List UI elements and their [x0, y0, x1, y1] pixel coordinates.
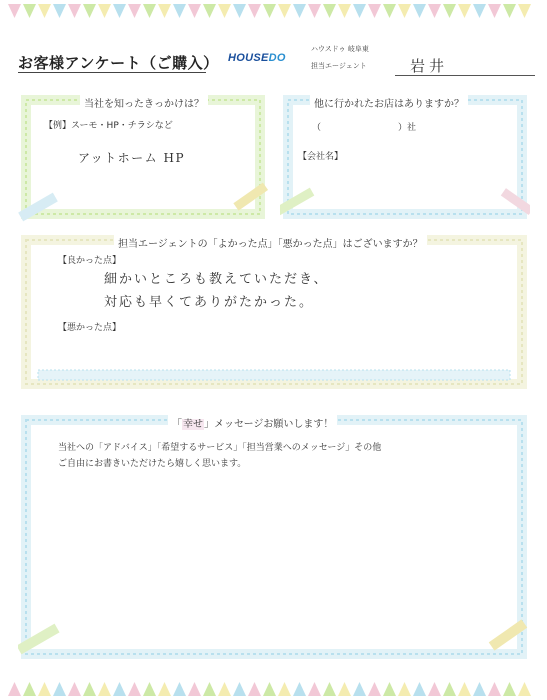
bunting-flag [398, 4, 411, 18]
bunting-flag [233, 4, 246, 18]
good-points-line-1: 細かいところも教えていただき、 [104, 272, 329, 287]
bunting-flag [458, 4, 471, 18]
bunting-flag [143, 682, 156, 696]
bunting-flag [233, 682, 246, 696]
bad-points-label: 【悪かった点】 [58, 323, 122, 333]
bunting-flag [173, 4, 186, 18]
bunting-flag [68, 682, 81, 696]
bunting-flag [278, 4, 291, 18]
example-text: 【例】スーモ・HP・チラシなど [44, 121, 173, 131]
bunting-flag [323, 4, 336, 18]
question-box-agent-feedback [18, 232, 530, 392]
bunting-flag [218, 682, 231, 696]
bunting-flag [53, 682, 66, 696]
bunting-flag [203, 682, 216, 696]
question-box-other-stores [280, 92, 530, 222]
bunting-flag [458, 682, 471, 696]
bunting-flag [98, 4, 111, 18]
bunting-flag [173, 682, 186, 696]
bunting-flag [113, 4, 126, 18]
bunting-flag [443, 4, 456, 18]
bunting-flag [23, 682, 36, 696]
title-prefix: 「 [172, 419, 182, 430]
bunting-flag [308, 682, 321, 696]
bunting-flag [158, 682, 171, 696]
bunting-flag [338, 4, 351, 18]
bunting-flag [203, 4, 216, 18]
bunting-flag [488, 4, 501, 18]
bunting-flag [308, 4, 321, 18]
bunting-flag [368, 4, 381, 18]
bunting-flag [503, 4, 516, 18]
bunting-flag [98, 682, 111, 696]
bunting-decoration-bottom [0, 676, 547, 698]
question-title: 他に行かれたお店はありますか？ [310, 95, 468, 110]
bunting-flag [443, 682, 456, 696]
title-highlight: 幸せ [183, 419, 203, 430]
company-name-label: 【会社名】 [298, 152, 344, 162]
bunting-flag [278, 682, 291, 696]
logo-text-house: HOUSE [228, 52, 269, 64]
bunting-flag [473, 4, 486, 18]
bunting-flag [323, 682, 336, 696]
bunting-flag [38, 4, 51, 18]
company-logo [228, 52, 286, 64]
message-note-line-2: ご自由にお書きいただけたら嬉しく思います。 [58, 459, 247, 469]
good-points-label: 【良かった点】 [58, 256, 122, 266]
bunting-flag [398, 682, 411, 696]
bunting-flag [488, 682, 501, 696]
good-points-line-2: 対応も早くてありがたかった。 [104, 295, 315, 310]
agent-label: 担当エージェント [311, 62, 367, 70]
bunting-flag [158, 4, 171, 18]
bunting-flag [503, 682, 516, 696]
bunting-flag [428, 4, 441, 18]
bunting-flag [38, 682, 51, 696]
question-box-message [18, 412, 530, 662]
bunting-flag [83, 682, 96, 696]
bunting-flag [518, 4, 531, 18]
bunting-flag [128, 682, 141, 696]
bunting-flag [248, 682, 261, 696]
message-note-line-1: 当社への「アドバイス」「希望するサービス」「担当営業へのメッセージ」その他 [58, 443, 382, 453]
bunting-flag [368, 682, 381, 696]
bunting-flag [263, 682, 276, 696]
bunting-flag [128, 4, 141, 18]
title-underline [18, 72, 206, 73]
agent-name-handwritten: 岩井 [410, 57, 449, 75]
agent-name-underline [395, 75, 535, 76]
bunting-flag [8, 4, 21, 18]
bunting-flag [293, 682, 306, 696]
bunting-flag [53, 4, 66, 18]
question-box-how-found [18, 92, 268, 222]
branch-name: ハウスドゥ 岐阜東 [311, 45, 369, 53]
bunting-flag [143, 4, 156, 18]
bunting-flag [353, 682, 366, 696]
bunting-flag [428, 682, 441, 696]
paren-close-company-count: ）社 [398, 123, 417, 133]
logo-text-do: DO [268, 52, 286, 64]
question-title [168, 415, 337, 430]
bunting-flag [218, 4, 231, 18]
bunting-flag [68, 4, 81, 18]
question-title: 当社を知ったきっかけは？ [80, 95, 208, 110]
bunting-flag [473, 682, 486, 696]
bunting-flag [248, 4, 261, 18]
bunting-flag [383, 682, 396, 696]
bunting-decoration-top [0, 0, 547, 22]
bunting-flag [353, 4, 366, 18]
bunting-flag [23, 4, 36, 18]
bunting-flag [413, 4, 426, 18]
bunting-flag [8, 682, 21, 696]
bunting-flag [188, 682, 201, 696]
answer-handwritten: アットホーム HP [78, 151, 186, 165]
page-title: お客様アンケート（ご購入） [18, 54, 219, 72]
bunting-flag [413, 682, 426, 696]
paren-open: （ [312, 123, 322, 133]
bunting-flag [518, 682, 531, 696]
bunting-flag [293, 4, 306, 18]
bunting-flag [338, 682, 351, 696]
bunting-flag [383, 4, 396, 18]
bunting-flag [188, 4, 201, 18]
bunting-flag [113, 682, 126, 696]
bunting-flag [263, 4, 276, 18]
bunting-flag [83, 4, 96, 18]
question-title: 担当エージェントの「よかった点」「悪かった点」はございますか？ [114, 235, 427, 250]
title-suffix: 」メッセージお願いします！ [204, 419, 334, 430]
